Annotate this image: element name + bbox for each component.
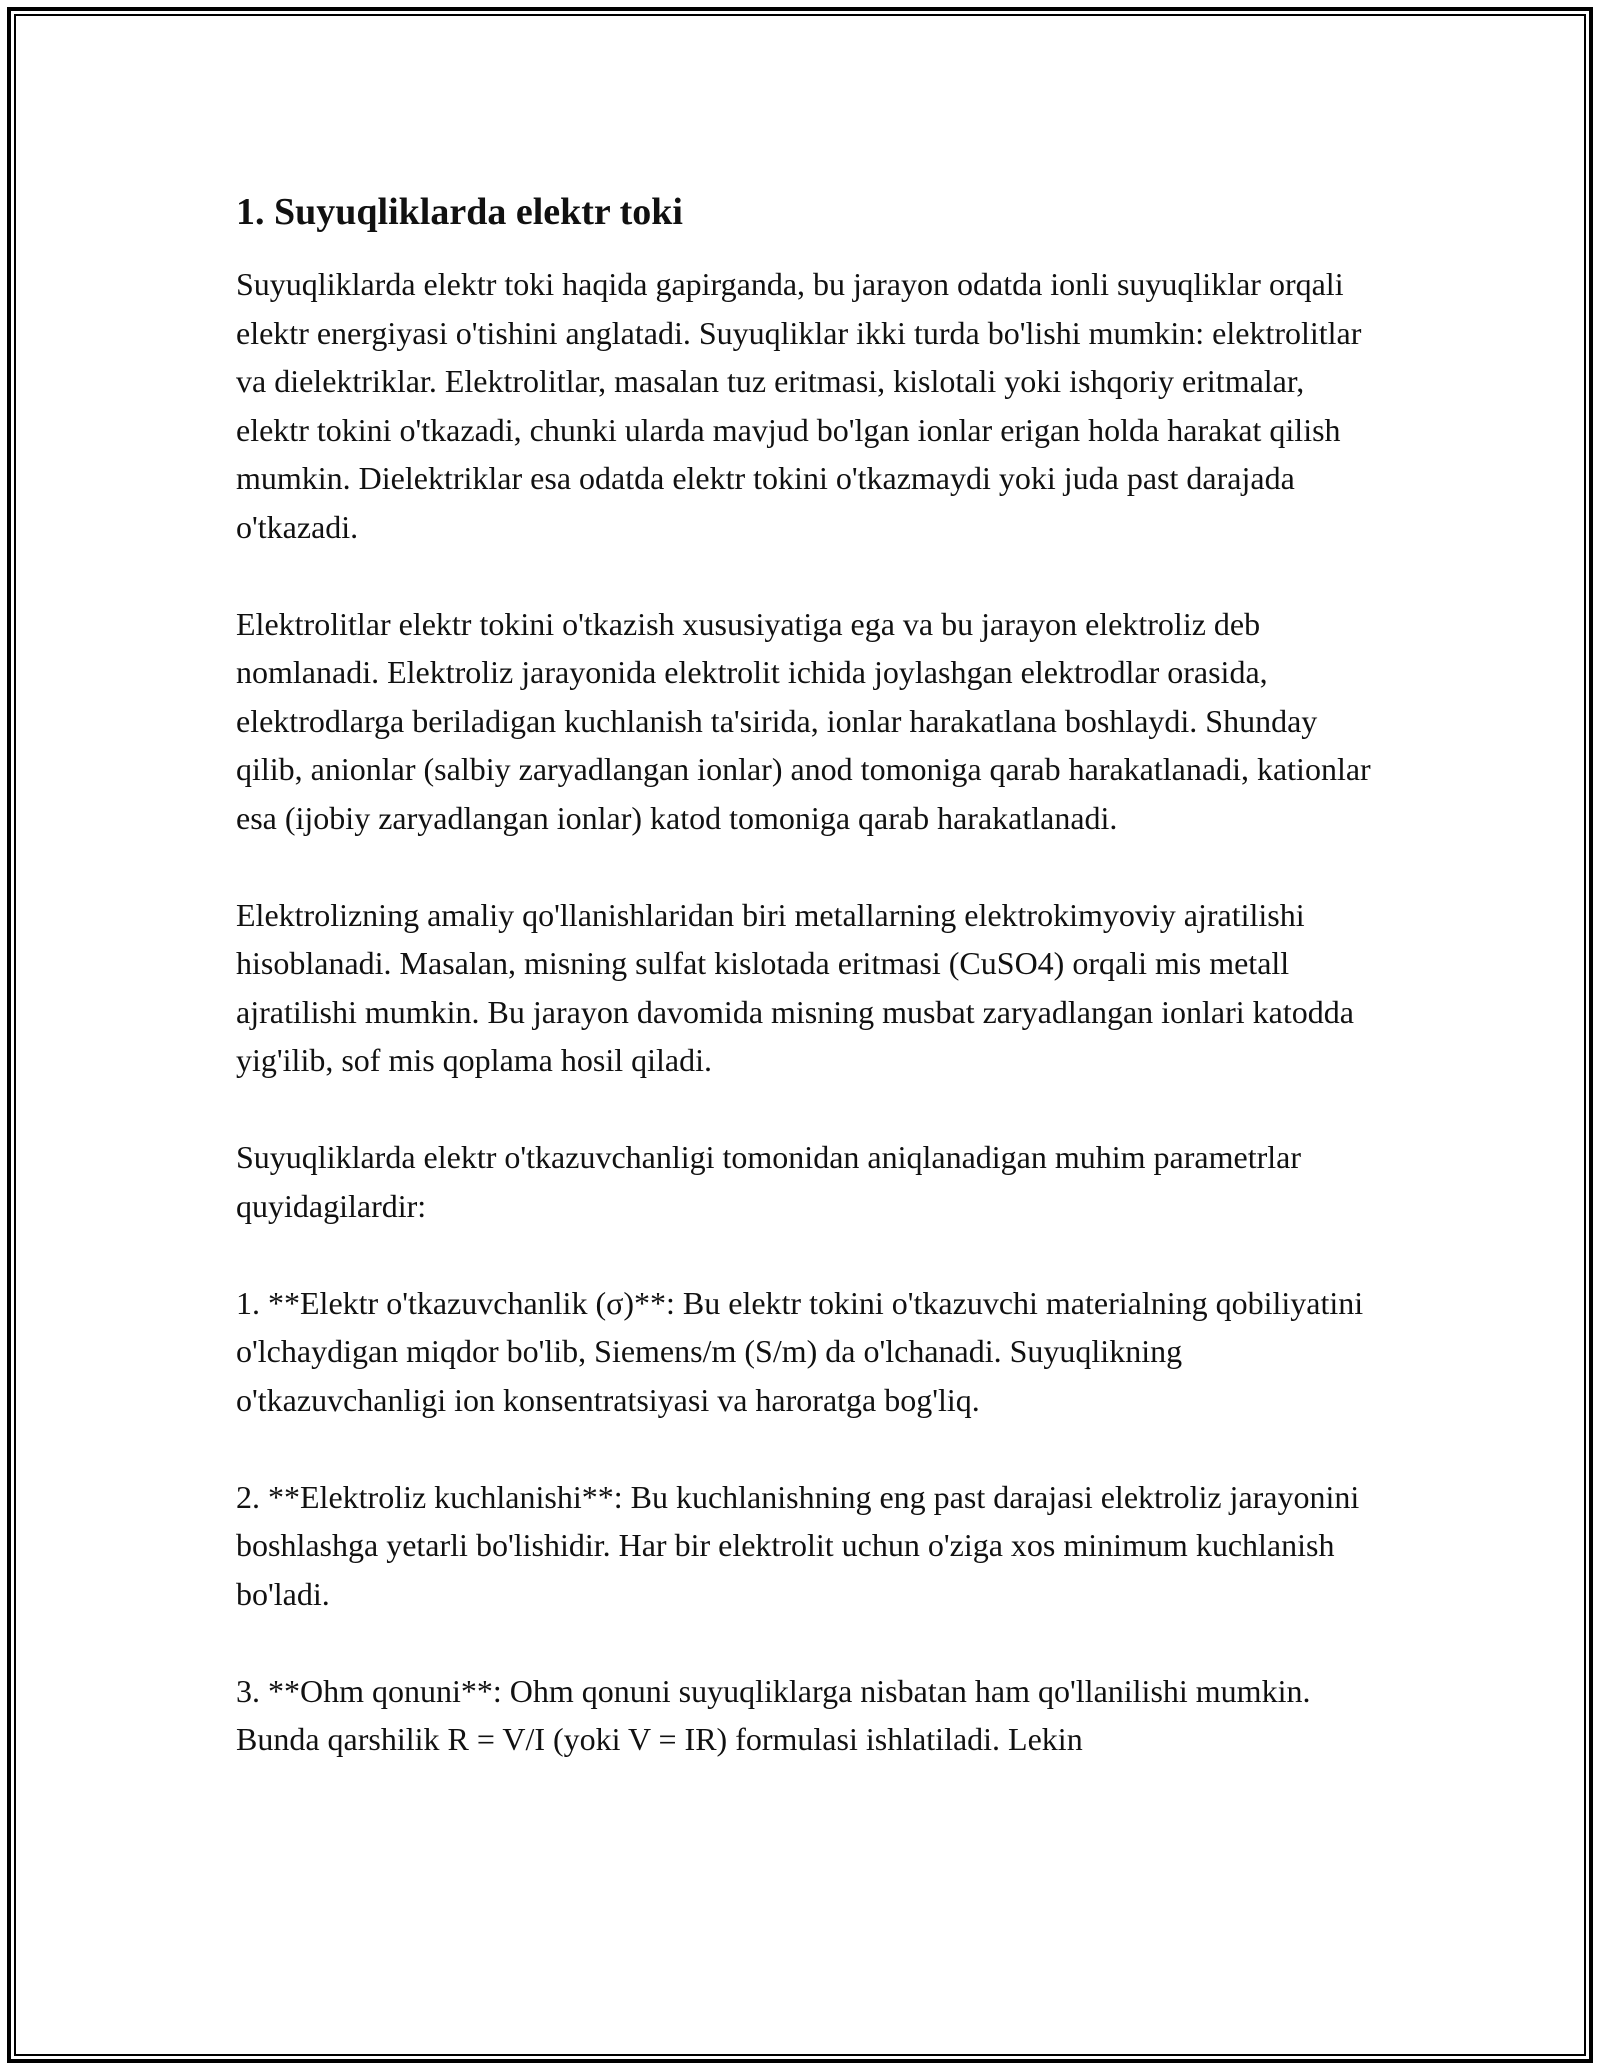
list-item-ohms-law: 3. **Ohm qonuni**: Ohm qonuni suyuqliklarga nisbatan ham qo'llanilishi mumkin. Bunda qarshilik R = V/I (yoki V = IR) formulasi ishlatiladi. Lekin (236, 1672, 1311, 1757)
paragraph-electrolysis: Elektrolitlar elektr tokini o'tkazish xususiyatiga ega va bu jarayon elektroliz deb nomlanadi. Elektroliz jarayonida elektrolit ichida joylashgan elektrodlar orasida, elektrodlarga beriladigan kuchlanish ta'sirida, ionlar harakatlana boshlaydi. Shunday qilib, anionlar (salbiy zaryadlangan ionlar) anod tomoniga qarab harakatlanadi, kationlar esa (ijobiy zaryadlangan ionlar) katod tomoniga qarab harakatlanadi. (236, 605, 1371, 836)
document-body (236, 188, 1376, 1764)
list-item-conductivity: 1. **Elektr o'tkazuvchanlik (σ)**: Bu elektr tokini o'tkazuvchi materialning qobiliyatini o'lchaydigan miqdor bo'lib, Siemens/m (S/m) da o'lchanadi. Suyuqlikning o'tkazuvchanligi ion konsentratsiyasi va haroratga bog'liq. (236, 1284, 1364, 1418)
list-item-electrolysis-voltage: 2. **Elektroliz kuchlanishi**: Bu kuchlanishning eng past darajasi elektroliz jarayonini boshlashga yetarli bo'lishidir. Har bir elektrolit uchun o'ziga xos minimum kuchlanish bo'ladi. (236, 1478, 1360, 1612)
paragraph-applications: Elektrolizning amaliy qo'llanishlaridan biri metallarning elektrokimyoviy ajratilishi hisoblanadi. Masalan, misning sulfat kislotada eritmasi (CuSO4) orqali mis metall ajratilishi mumkin. Bu jarayon davomida misning musbat zaryadlangan ionlari katodda yig'ilib, sof mis qoplama hosil qiladi. (236, 896, 1354, 1078)
paragraph-intro: Suyuqliklarda elektr toki haqida gapirganda, bu jarayon odatda ionli suyuqliklar orqali elektr energiyasi o'tishini anglatadi. Suyuqliklar ikki turda bo'lishi mumkin: elektrolitlar va dielektriklar. Elektrolitlar, masalan tuz eritmasi, kislotali yoki ishqoriy eritmalar, elektr tokini o'tkazadi, chunki ularda mavjud bo'lgan ionlar erigan holda harakat qilish mumkin. Dielektriklar esa odatda elektr tokini o'tkazmaydi yoki juda past darajada o'tkazadi. (236, 266, 1362, 545)
paragraph-parameters-intro: Suyuqliklarda elektr o'tkazuvchanligi tomonidan aniqlanadigan muhim parametrlar quyidagilardir: (236, 1139, 1301, 1224)
section-heading: 1. Suyuqliklarda elektr toki (236, 191, 683, 233)
